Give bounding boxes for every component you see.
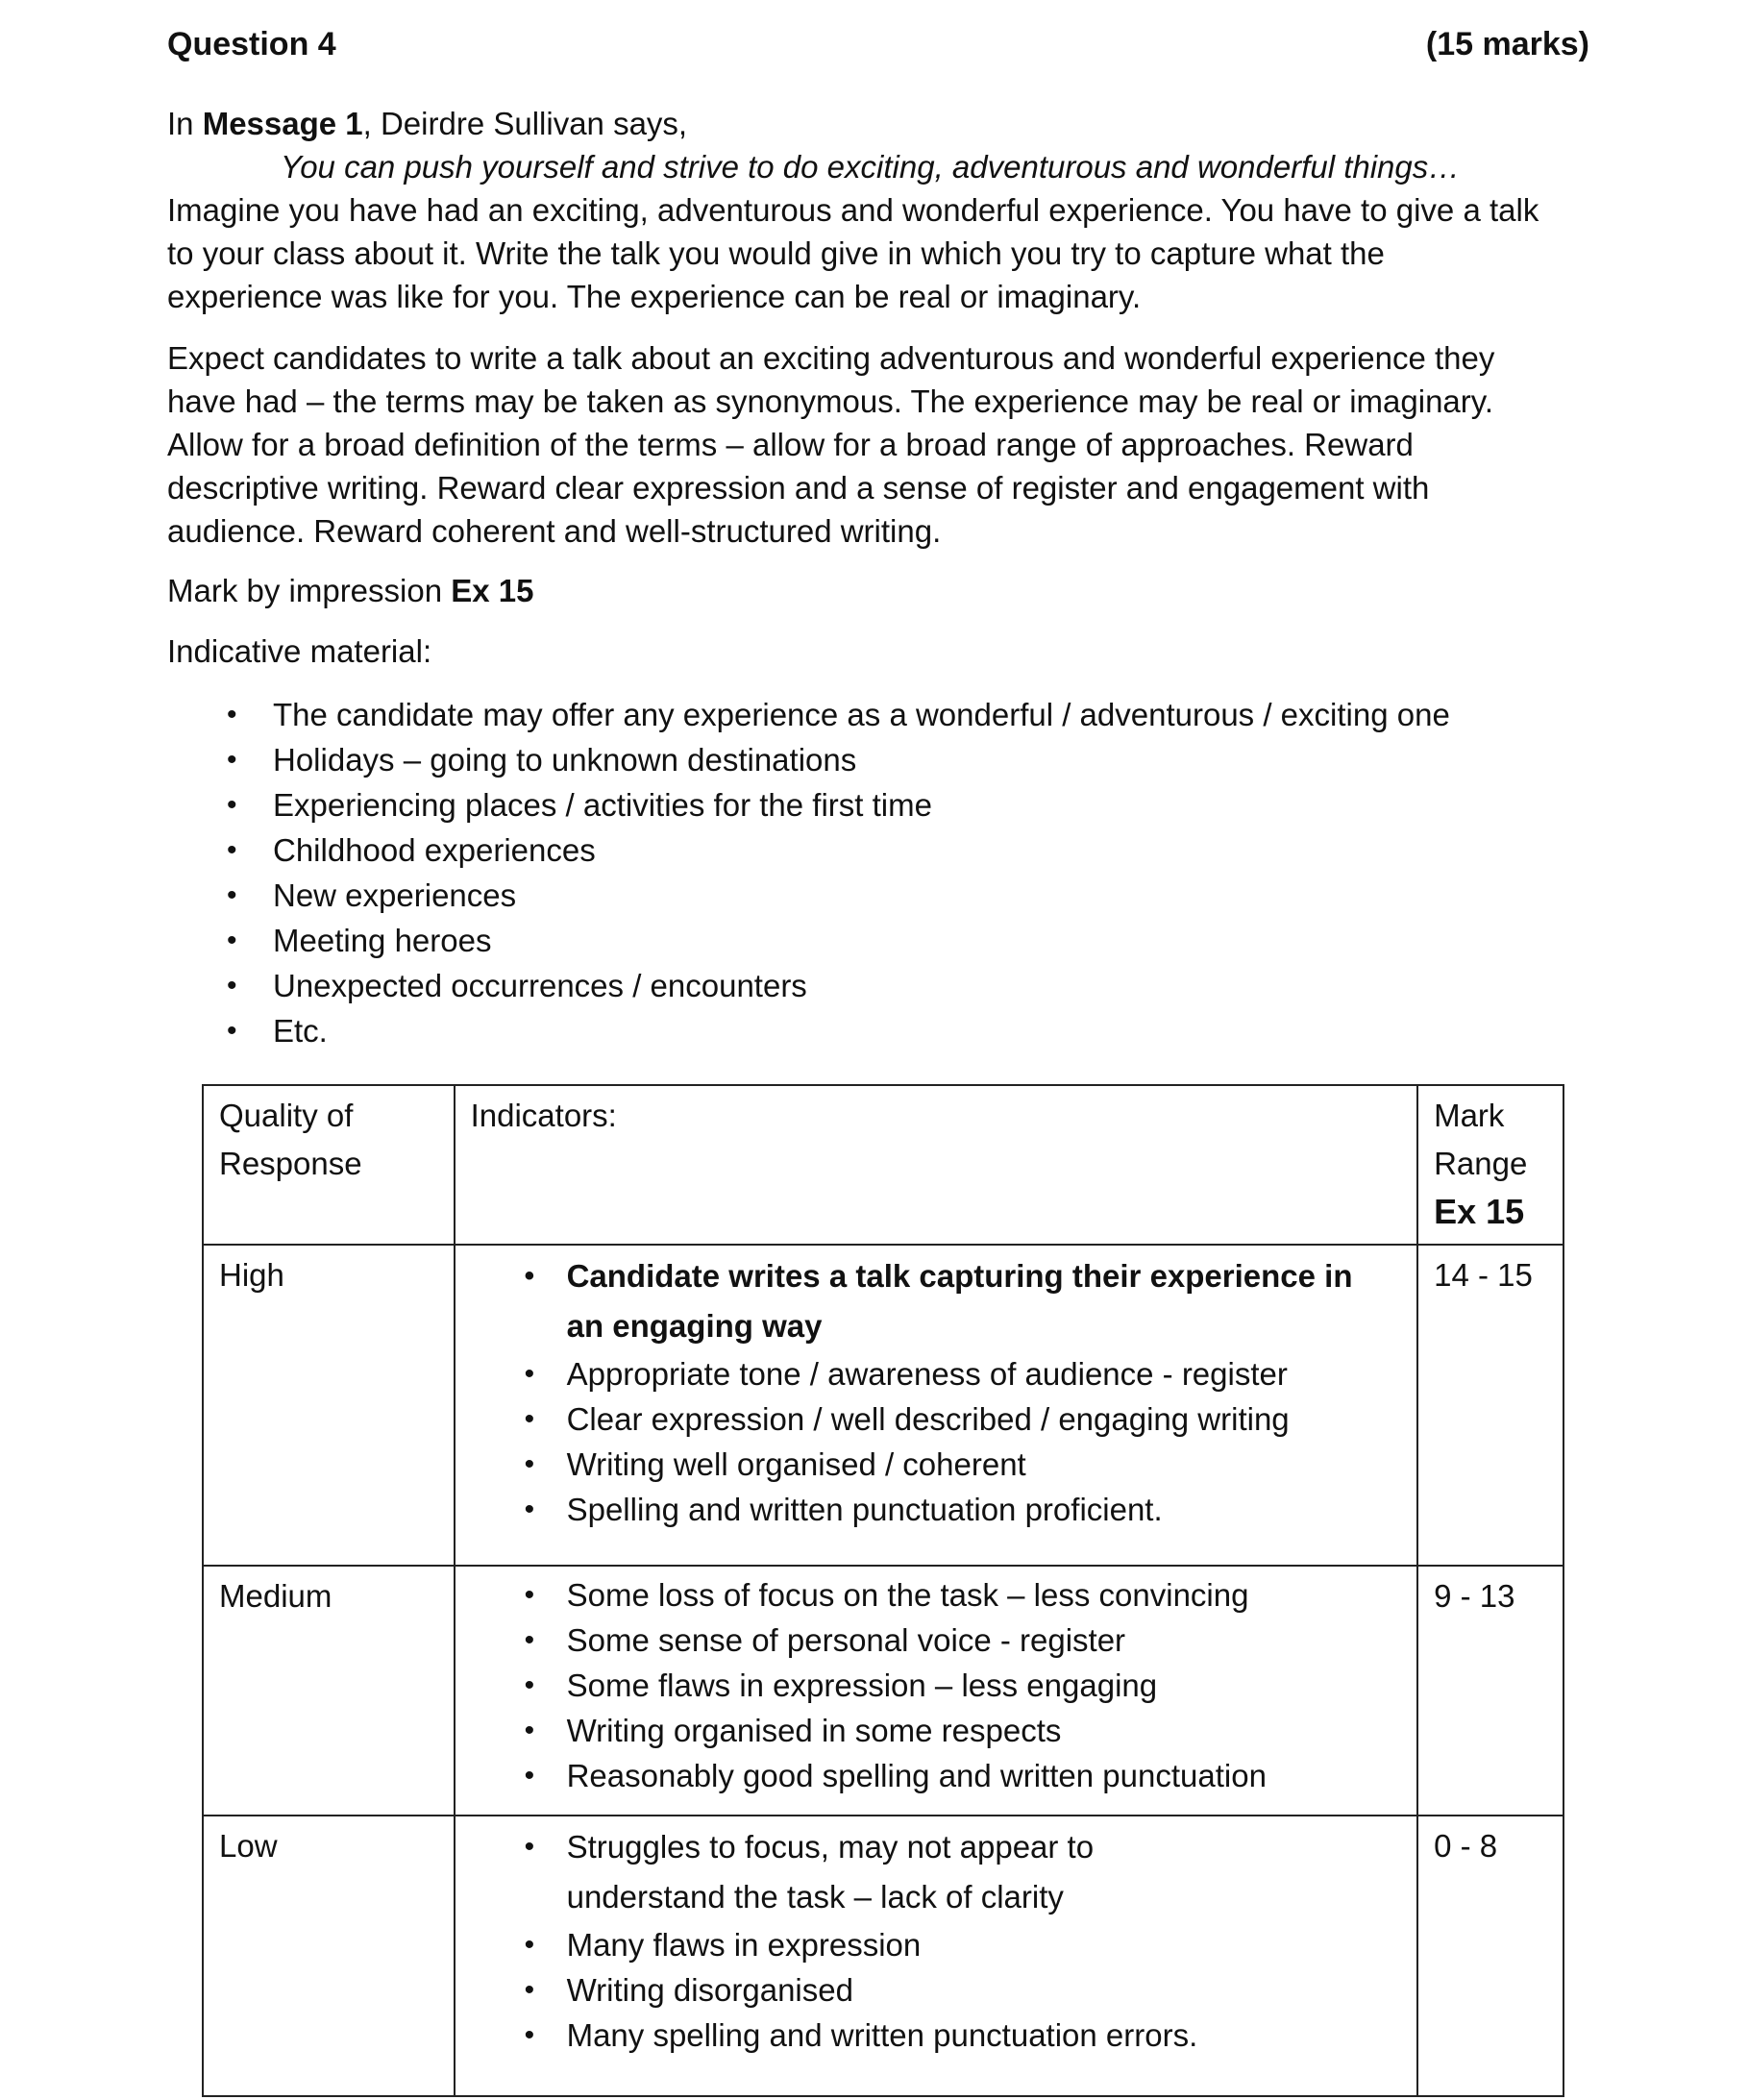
bullet-icon: • (524, 1403, 535, 1435)
expect-line-4: descriptive writing. Reward clear expression and a sense of register and engagement with (167, 470, 1430, 506)
bullet-icon: • (524, 1448, 535, 1480)
question-marks: (15 marks) (1425, 26, 1589, 62)
indicator-text: Writing disorganised (566, 1972, 853, 2008)
list-item (471, 1922, 1402, 1967)
mark-by-impression (167, 569, 1589, 612)
indicative-label: Indicative material: (167, 633, 432, 669)
indicator-lead-line-1: Candidate writes a talk capturing their experience in (566, 1258, 1353, 1294)
indicators-cell (455, 1566, 1418, 1816)
task-line-1: Imagine you have had an exciting, adventurous and wonderful experience. You have to give a talk (167, 192, 1539, 228)
quality-header-line-2: Response (219, 1146, 362, 1181)
quoted-text: You can push yourself and strive to do exciting, adventurous and wonderful things… (281, 149, 1461, 185)
quality-cell (203, 1245, 455, 1566)
bullet-icon: • (227, 744, 237, 776)
expect-line-1: Expect candidates to write a talk about an exciting adventurous and wonderful experience they (167, 340, 1495, 376)
list-item (167, 873, 1589, 918)
bullet-icon: • (524, 2019, 535, 2051)
bullet-icon: • (227, 879, 237, 911)
expect-line-2: have had – the terms may be taken as synonymous. The experience may be real or imaginary. (167, 383, 1493, 419)
expect-line-5: audience. Reward coherent and well-structured writing. (167, 513, 942, 549)
mark-range-header-cell (1417, 1085, 1563, 1245)
list-item-text: Etc. (273, 1013, 328, 1049)
list-item (167, 782, 1589, 828)
table-row (203, 1566, 1563, 1816)
indicator-text: Spelling and written punctuation proficient. (566, 1492, 1163, 1527)
indicator-text: Some flaws in expression – less engaging (566, 1668, 1158, 1703)
bullet-icon: • (227, 789, 237, 821)
list-item-text: Childhood experiences (273, 832, 596, 868)
indicator-text: Clear expression / well described / engaging writing (566, 1401, 1290, 1437)
indicators-cell (455, 1245, 1418, 1566)
list-item-text: Experiencing places / activities for the first time (273, 787, 932, 823)
mark-header-line-2: Range (1434, 1146, 1528, 1181)
bullet-icon: • (524, 1974, 535, 2006)
list-item (471, 1753, 1402, 1798)
indicators-header: Indicators: (470, 1098, 617, 1133)
indicator-text: Some loss of focus on the task – less convincing (566, 1577, 1249, 1613)
list-item (167, 918, 1589, 963)
mark-range-value: 9 - 13 (1434, 1578, 1515, 1614)
quality-header-line-1: Quality of (219, 1098, 354, 1133)
indicator-text: Some sense of personal voice - register (566, 1622, 1126, 1658)
mark-range-value: 0 - 8 (1434, 1828, 1498, 1864)
table-header-row (203, 1085, 1563, 1245)
expect-paragraph (167, 336, 1589, 553)
indicator-text: Appropriate tone / awareness of audience - register (566, 1356, 1288, 1392)
list-item (167, 1008, 1589, 1053)
bullet-icon: • (524, 1715, 535, 1746)
quality-label: Low (219, 1828, 278, 1864)
bullet-icon: • (524, 1760, 535, 1791)
indicator-text: Many flaws in expression (566, 1927, 922, 1963)
list-item (471, 1572, 1402, 1618)
list-item (471, 1822, 1402, 1922)
list-item (471, 1708, 1402, 1753)
indicator-lead-line-1: Struggles to focus, may not appear to (566, 1829, 1095, 1865)
list-item (471, 1618, 1402, 1663)
bullet-icon: • (524, 1624, 535, 1656)
intro-prefix: In (167, 106, 203, 141)
indicator-text: Many spelling and written punctuation errors. (566, 2017, 1198, 2053)
question-header (167, 23, 1589, 67)
bullet-icon: • (524, 1831, 535, 1863)
bullet-icon: • (227, 699, 237, 730)
list-item-text: Unexpected occurrences / encounters (273, 968, 807, 1003)
list-item (471, 1251, 1402, 1351)
list-item (471, 1967, 1402, 2013)
list-item (167, 737, 1589, 782)
list-item (471, 1442, 1402, 1487)
list-item (471, 1487, 1402, 1532)
mark-header-ex: Ex 15 (1434, 1192, 1525, 1231)
indicator-text: Reasonably good spelling and written punctuation (566, 1758, 1267, 1793)
message-reference: Message 1 (202, 106, 363, 141)
mark-by-prefix: Mark by impression (167, 573, 452, 608)
intro-suffix: , Deirdre Sullivan says, (362, 106, 688, 141)
expect-line-3: Allow for a broad definition of the terms – allow for a broad range of approaches. Reward (167, 427, 1414, 462)
list-item (167, 692, 1589, 737)
indicator-list (471, 1822, 1402, 2058)
table-row (203, 1816, 1563, 2096)
intro-paragraph (167, 102, 1589, 318)
indicators-cell (455, 1816, 1418, 2096)
bullet-icon: • (227, 834, 237, 866)
list-item-text: The candidate may offer any experience as a wonderful / adventurous / exciting one (273, 697, 1450, 732)
indicator-text: Writing well organised / coherent (566, 1446, 1026, 1482)
bullet-icon: • (227, 1015, 237, 1047)
list-item (167, 963, 1589, 1008)
indicator-list (471, 1251, 1402, 1532)
bullet-icon: • (227, 970, 237, 1001)
bullet-icon: • (524, 1494, 535, 1525)
indicator-text: Writing organised in some respects (566, 1713, 1062, 1748)
task-line-2: to your class about it. Write the talk you would give in which you try to capture what the (167, 235, 1385, 271)
indicators-header-cell (455, 1085, 1418, 1245)
bullet-icon: • (524, 1579, 535, 1611)
list-item (471, 1396, 1402, 1442)
quality-label: Medium (219, 1578, 332, 1614)
list-item (471, 1663, 1402, 1708)
indicator-list (471, 1572, 1402, 1798)
list-item (471, 2013, 1402, 2058)
list-item-text: Holidays – going to unknown destinations (273, 742, 857, 778)
indicator-lead-line-2: understand the task – lack of clarity (566, 1879, 1064, 1915)
indicative-list (167, 692, 1589, 1053)
list-item-text: Meeting heroes (273, 923, 492, 958)
marking-rubric-table (202, 1084, 1564, 2097)
table-row (203, 1245, 1563, 1566)
task-line-3: experience was like for you. The experience can be real or imaginary. (167, 279, 1142, 314)
mark-range-value: 14 - 15 (1434, 1257, 1533, 1293)
list-item-text: New experiences (273, 877, 517, 913)
quality-header-cell (203, 1085, 455, 1245)
bullet-icon: • (524, 1669, 535, 1701)
quality-cell (203, 1566, 455, 1816)
bullet-icon: • (227, 925, 237, 956)
bullet-icon: • (524, 1260, 535, 1292)
quality-cell (203, 1816, 455, 2096)
mark-by-ex: Ex 15 (451, 573, 534, 608)
quality-label: High (219, 1257, 284, 1293)
question-title: Question 4 (167, 26, 336, 62)
bullet-icon: • (524, 1358, 535, 1390)
mark-header-line-1: Mark (1434, 1098, 1505, 1133)
mark-range-cell (1417, 1816, 1563, 2096)
mark-range-cell (1417, 1245, 1563, 1566)
indicator-lead-line-2: an engaging way (566, 1308, 823, 1344)
mark-range-cell (1417, 1566, 1563, 1816)
list-item (167, 828, 1589, 873)
bullet-icon: • (524, 1929, 535, 1961)
list-item (471, 1351, 1402, 1396)
